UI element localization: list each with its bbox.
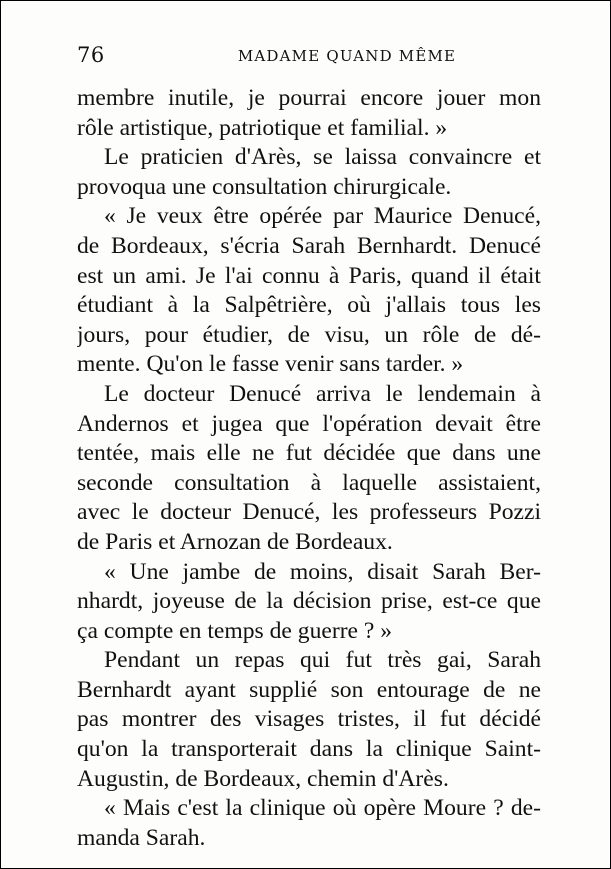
text-line: membre inutile, je pourrai encore jouer mon [77,85,541,111]
text-line: provoqua une consultation chirurgicale. [77,173,452,200]
text-line: qu'on la transporterait dans la clinique Saint- [77,736,541,763]
text-line: nhardt, joyeuse de la décision prise, est-ce que [77,588,541,615]
text-line: est un ami. Je l'ai connu à Paris, quand il était [77,262,541,289]
text-line: mente. Qu'on le fasse venir sans tarder. » [77,351,464,378]
text-line: Le docteur Denucé arriva le lendemain à [104,380,541,407]
text-line: Andernos et jugea que l'opération devait être [77,410,541,437]
text-line: tentée, mais elle ne fut décidée que dans une [77,440,541,467]
page-header [77,43,541,71]
text-line: de Paris et Arnozan de Bordeaux. [77,528,393,555]
text-line: Pendant un repas qui fut très gai, Sarah [104,647,541,674]
text-line: pas montrer des visages tristes, il fut décidé [77,706,541,733]
text-line: de Bordeaux, s'écria Sarah Bernhardt. Denucé [77,232,541,259]
text-line: « Une jambe de moins, disait Sarah Ber- [104,558,541,585]
text-line: jours, pour étudier, de visu, un rôle de dé- [77,321,541,348]
text-line: « Mais c'est la clinique où opère Moure ? de- [104,795,541,822]
text-line: étudiant à la Salpêtrière, où j'allais tous les [77,292,541,319]
text-line: avec le docteur Denucé, les professeurs Pozzi [77,499,541,526]
text-line: rôle artistique, patriotique et familial. » [77,114,448,141]
text-line: manda Sarah. [77,824,206,851]
page-body [77,84,541,853]
page-number: 76 [77,43,105,67]
text-line: « Je veux être opérée par Maurice Denucé, [104,203,541,230]
text-line: Bernhardt ayant supplié son entourage de ne [77,676,541,703]
text-line: Le praticien d'Arès, se laissa convaincre et [104,144,541,171]
running-title: MADAME QUAND MÊME [237,47,457,65]
text-line: Augustin, de Bordeaux, chemin d'Arès. [77,765,449,792]
text-line: ça compte en temps de guerre ? » [77,617,393,644]
text-line: seconde consultation à laquelle assistaient, [77,469,541,496]
